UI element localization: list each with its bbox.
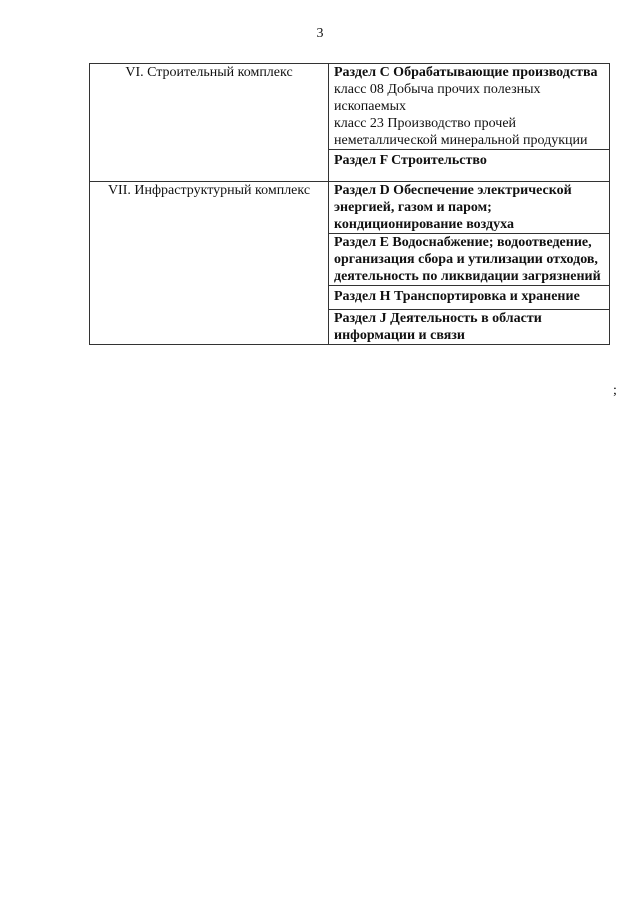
table-row: [90, 182, 610, 234]
section-title: Раздел H Транспортировка и хранение: [334, 289, 580, 304]
trailing-semicolon: ;: [613, 383, 617, 398]
section-title: Раздел D Обеспечение электрической энергией, газом и паром; кондиционирование воздуха: [334, 183, 572, 232]
page-number: 3: [316, 26, 324, 41]
section-title: Раздел J Деятельность в области информации и связи: [334, 311, 542, 343]
section-cell: [329, 182, 610, 234]
section-title: Раздел F Строительство: [334, 153, 487, 168]
section-cell: [329, 286, 610, 310]
section-cell: [329, 310, 610, 345]
classification-table: [89, 63, 610, 345]
class-item: класс 23 Производство прочей неметаллической минеральной продукции: [334, 116, 588, 148]
class-item: класс 08 Добыча прочих полезных ископаемых: [334, 82, 541, 114]
section-title: Раздел E Водоснабжение; водоотведение, организация сбора и утилизации отходов, деятельность по ликвидации загрязнений: [334, 235, 601, 284]
section-cell: [329, 64, 610, 150]
table-row: [90, 64, 610, 150]
section-cell: [329, 150, 610, 182]
complex-name-infrastructure: VII. Инфраструктурный комплекс: [90, 182, 329, 345]
section-title: Раздел C Обрабатывающие производства: [334, 65, 598, 80]
section-cell: [329, 234, 610, 286]
complex-name-construction: VI. Строительный комплекс: [90, 64, 329, 182]
